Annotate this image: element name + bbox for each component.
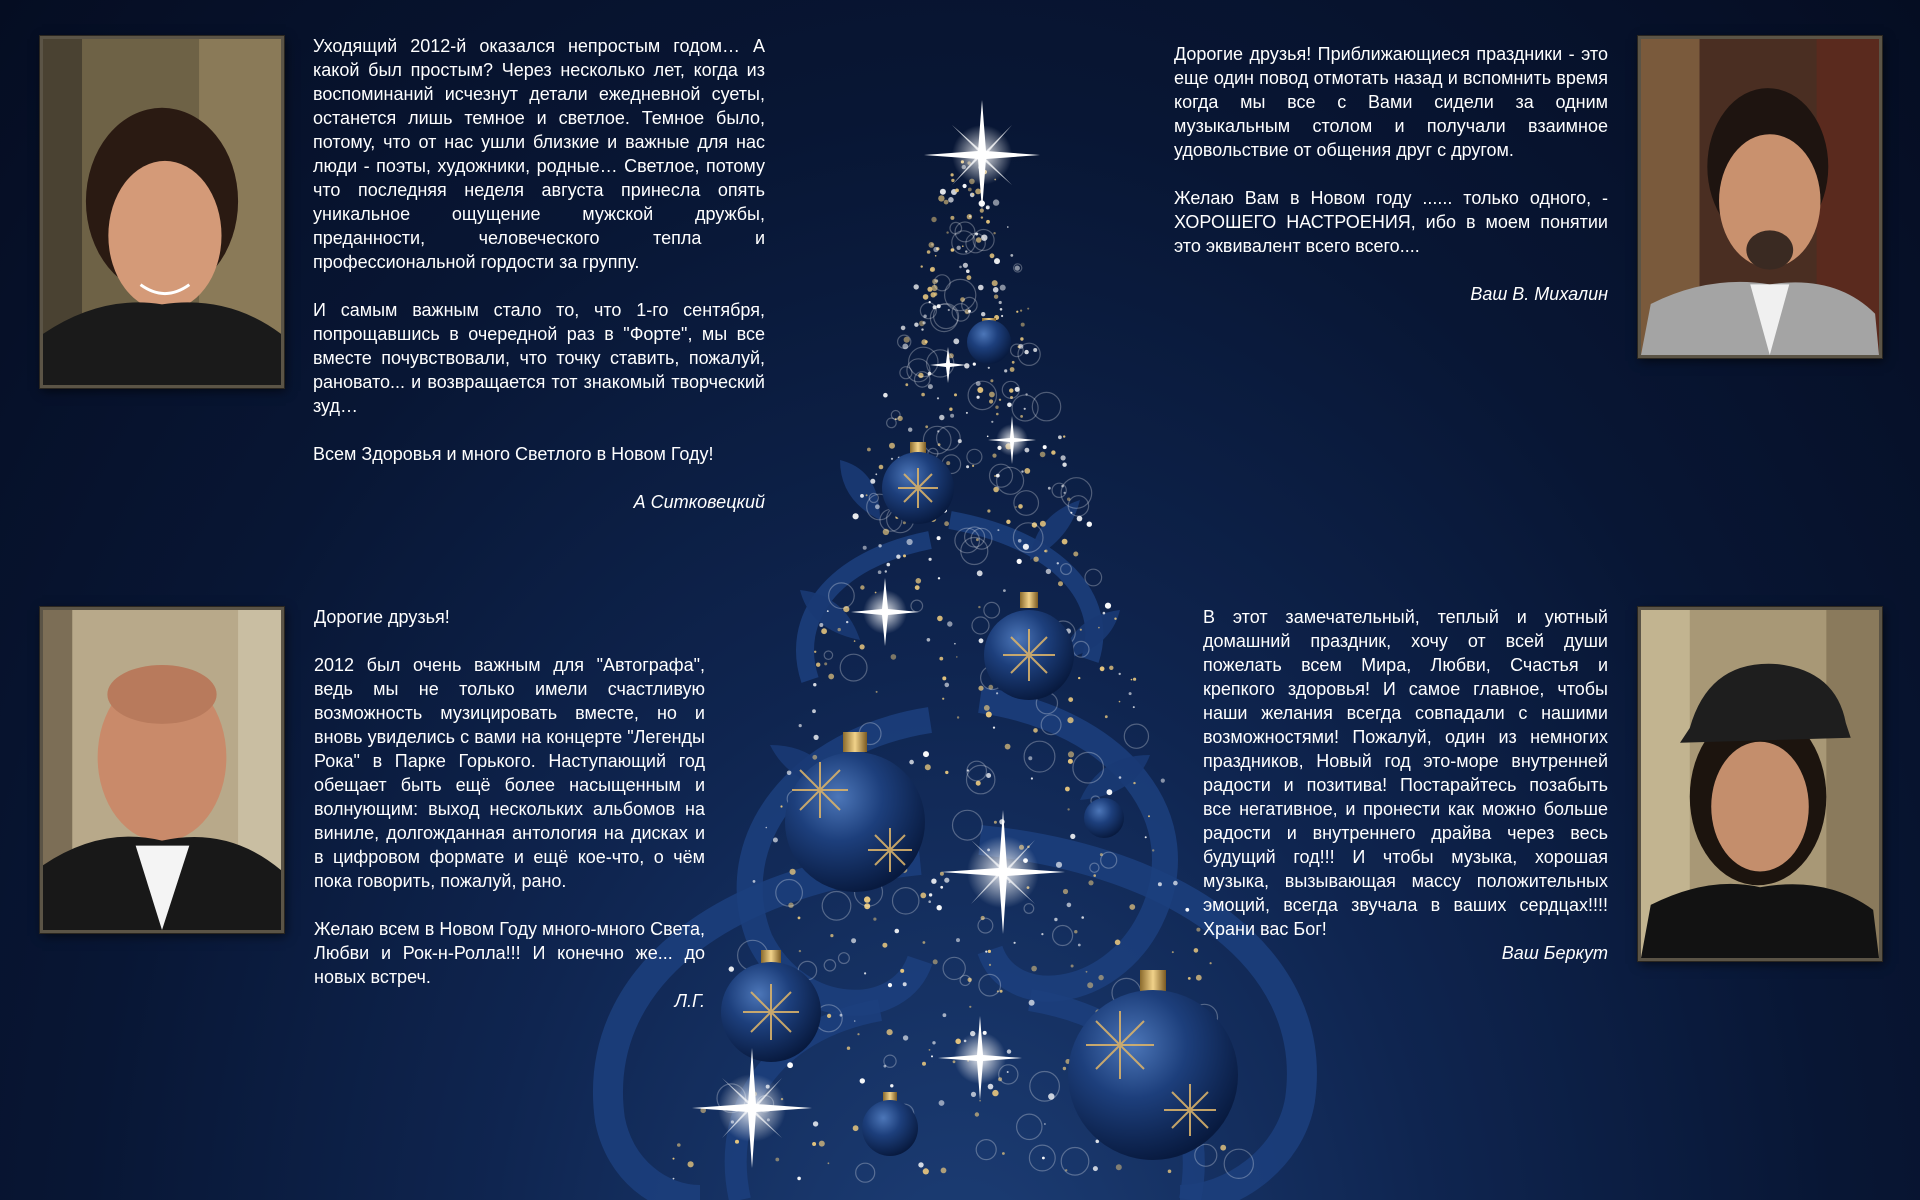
- letter-paragraph: Желаю Вам в Новом году ...... только одного, - ХОРОШЕГО НАСТРОЕНИЯ, ибо в моем понятии это эквивалент всего всего....: [1174, 188, 1608, 256]
- letter-paragraph: Уходящий 2012-й оказался непростым годом… А какой был простым? Через несколько лет, когда из воспоминаний исчезнут детали ежедневной суеты, останется лишь темное и светлое. Темное было, потому, что от нас ушли близкие и важные для нас люди - поэты, художники, родные… Светлое, потому что последняя неделя августа принесла опять уникальное ощущение мужской дружбы, преданности, человеческого тепла и профессиональной гордости за группу.: [313, 36, 765, 272]
- ornament-ball-icon: [1068, 970, 1238, 1160]
- letter-paragraph: 2012 был очень важным для "Автографа", ведь мы не только имели счастливую возможность музицировать вместе, но и вновь увиделись с вами на концерте "Легенды Рока" в Парке Горького. Наступающий год обещает быть ещё более насыщенным и волнующим: выход нескольких альбомов на виниле, долгожданная антология на дисках и в цифровом формате и ещё кое-что, о чём пока говорить, пожалуй, рано.: [314, 655, 705, 891]
- letter-paragraph: Дорогие друзья!: [314, 607, 450, 627]
- ornament-ball-icon: [862, 1092, 918, 1156]
- letter-signature: Ваш В. Михалин: [1470, 284, 1608, 304]
- letter-berkut: [1203, 605, 1608, 965]
- letter-lg: [314, 605, 705, 1013]
- ornament-ball-icon: [1084, 798, 1124, 838]
- letter-signature: А Ситковецкий: [633, 492, 765, 512]
- letter-mikhalin: [1174, 42, 1608, 306]
- letter-signature: Ваш Беркут: [1501, 943, 1608, 963]
- photo-berkut: [1638, 607, 1882, 961]
- photo-lg: [40, 607, 284, 933]
- letter-paragraph: Желаю всем в Новом Году много-много Света, Любви и Рок-н-Ролла!!! И конечно же... до новых встреч.: [314, 919, 705, 987]
- ornament-ball-icon: [967, 318, 1011, 364]
- letter-paragraph: Дорогие друзья! Приближающиеся праздники - это еще один повод отмотать назад и вспомнить время когда мы все с Вами сидели за одним музыкальным столом и получали взаимное удовольствие от общения друг с другом.: [1174, 44, 1608, 160]
- photo-mikhalin: [1638, 36, 1882, 358]
- letter-paragraph: Всем Здоровья и много Светлого в Новом Году!: [313, 444, 714, 464]
- letter-signature: Л.Г.: [674, 991, 705, 1011]
- letter-paragraph: В этот замечательный, теплый и уютный домашний праздник, хочу от всей души пожелать всем Мира, Любви, Счастья и крепкого здоровья! И самое главное, чтобы наши желания всегда совпадали с нашими возможностями! Пожалуй, один из немногих праздников, Новый год это-море внутренней радости и позитива! Постарайтесь позабыть все негативное, и пронести как можно больше радости и внутреннего драйва через весь будущий год!!! И чтобы музыка, хорошая музыка, вызывающая массу положительных эмоций, всегда звучала в ваших сердцах!!!! Храни вас Бог!: [1203, 607, 1608, 939]
- letter-paragraph: И самым важным стало то, что 1-го сентября, попрощавшись в очередной раз в "Форте", мы все вместе почувствовали, что точку ставить, пожалуй, рановато... и возвращается тот знакомый творческий зуд…: [313, 300, 765, 416]
- letter-sitkovetsky: [313, 34, 765, 514]
- photo-sitkovetsky: [40, 36, 284, 388]
